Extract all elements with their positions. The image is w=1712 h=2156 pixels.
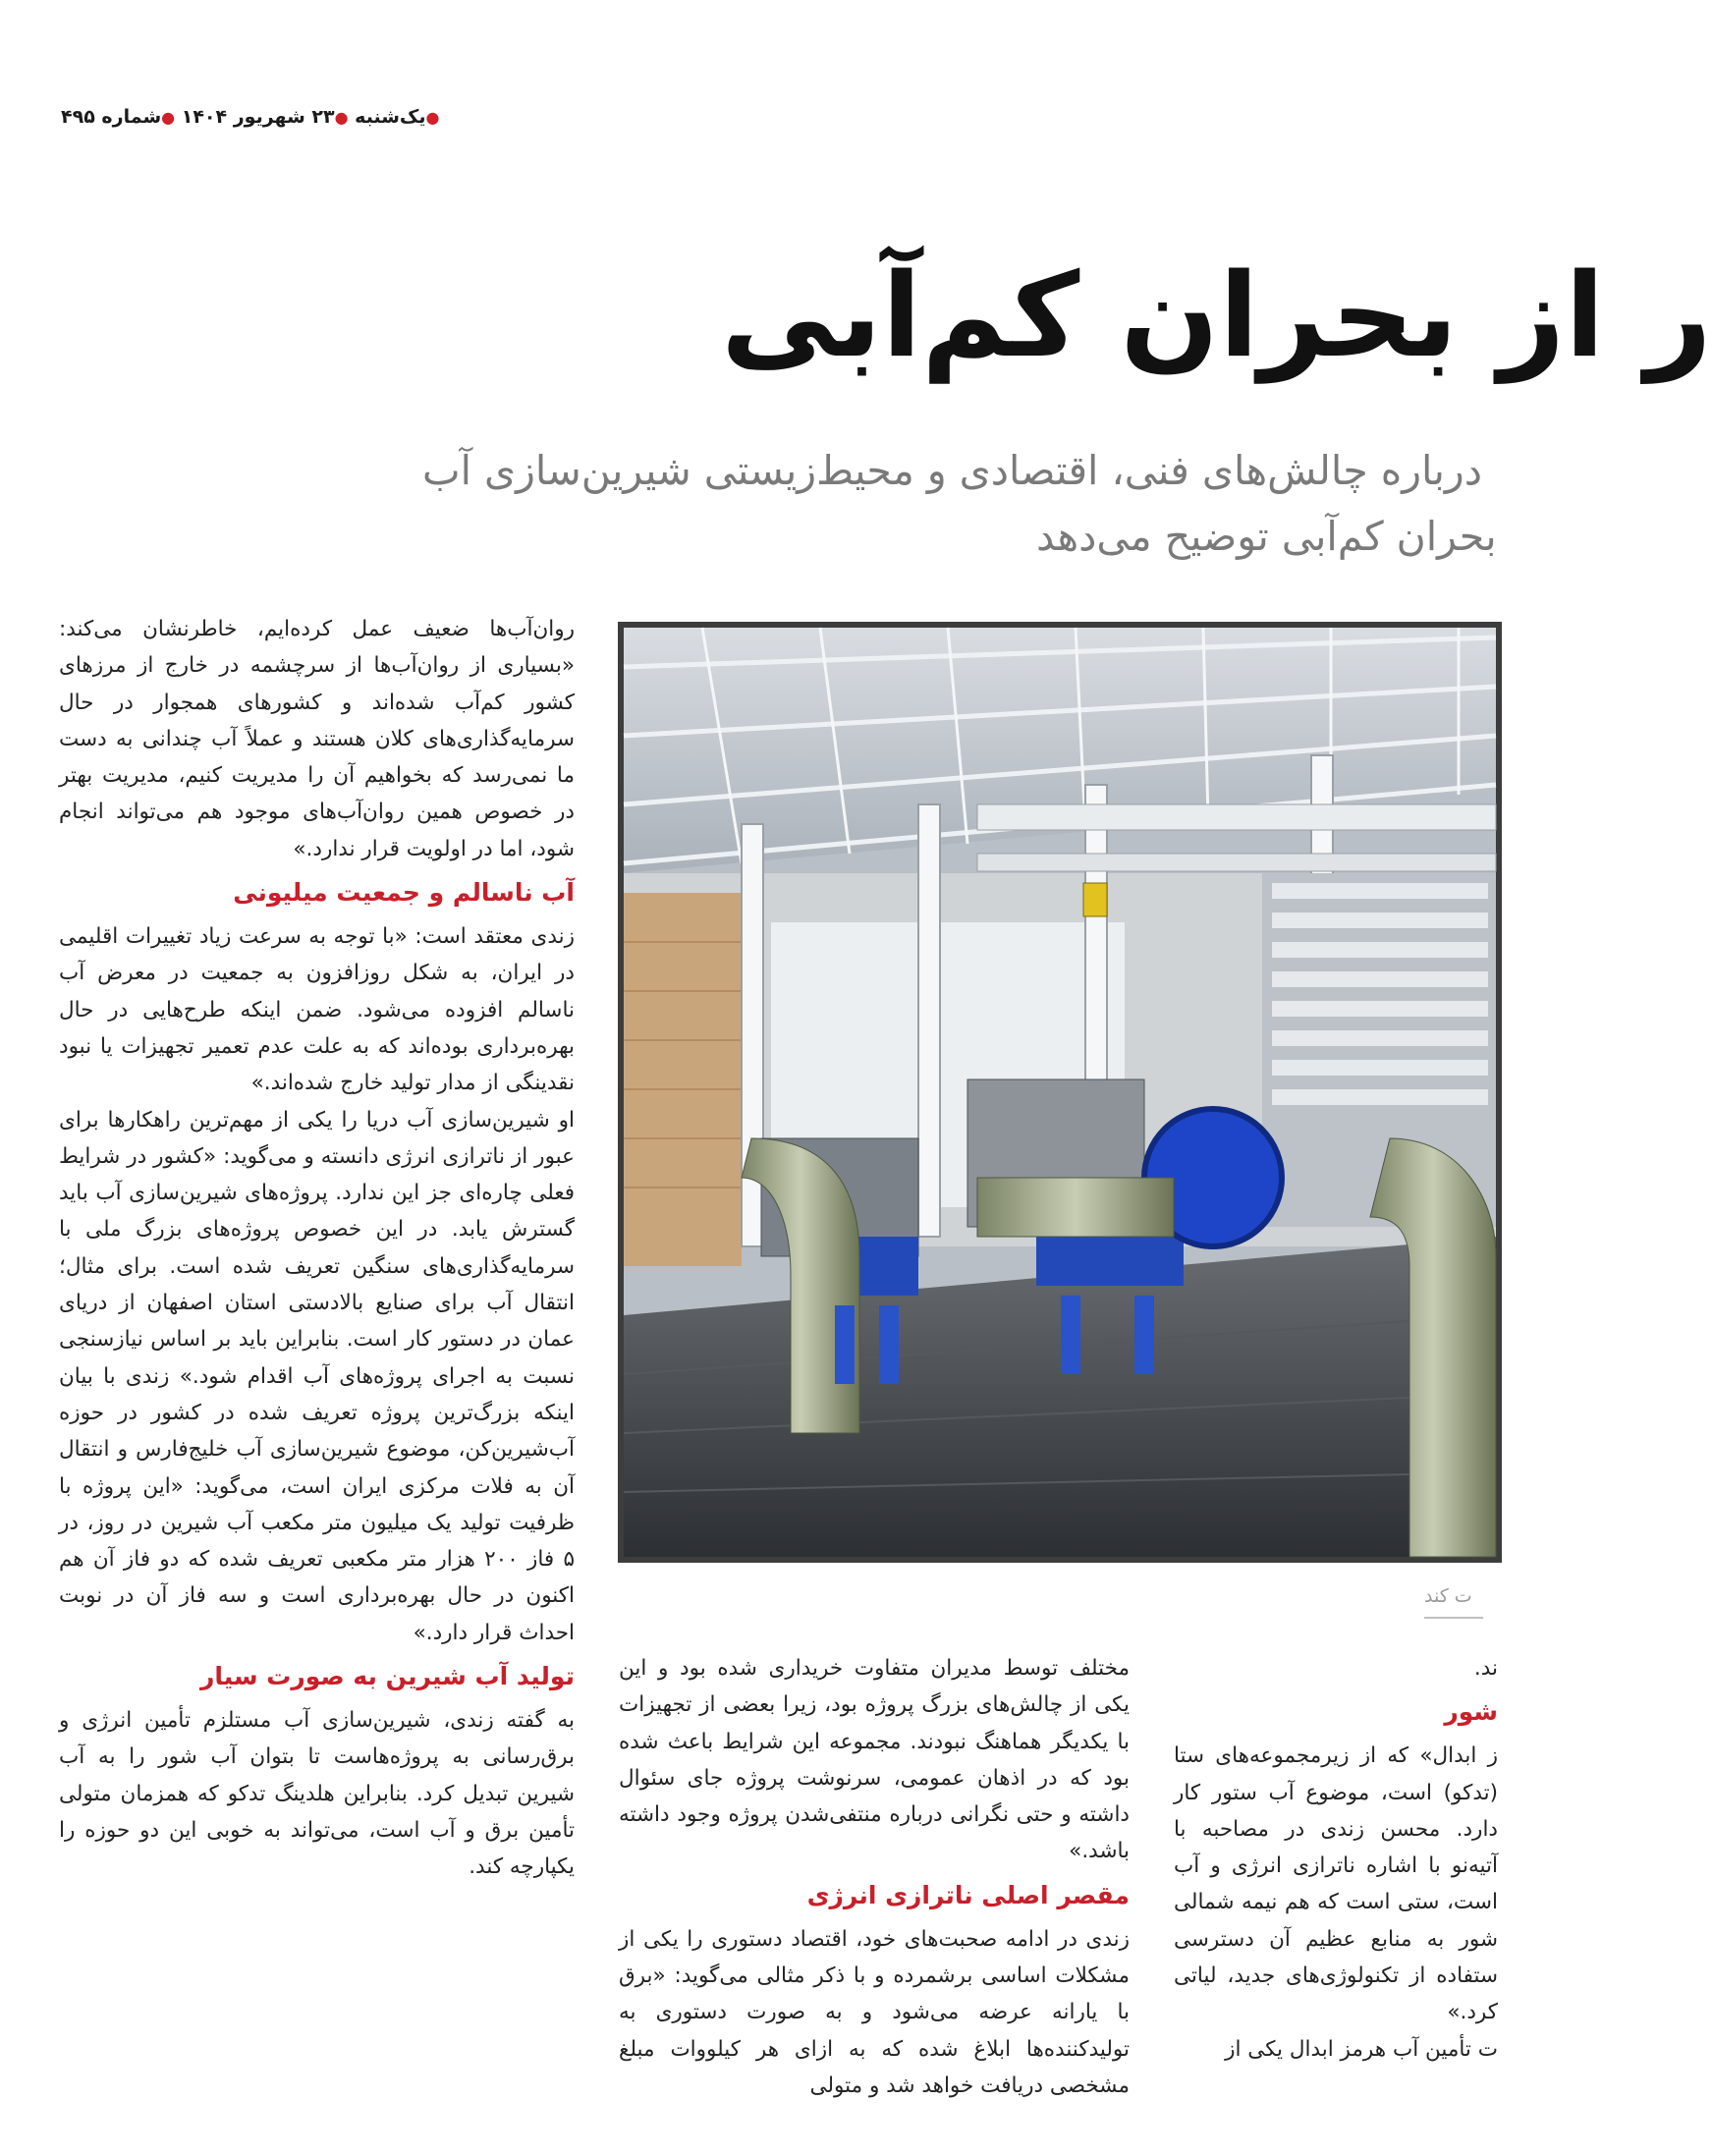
section-heading: مقصر اصلی ناترازی انرژی xyxy=(806,1880,1130,1909)
issue-number: شماره ۴۹۵ xyxy=(61,106,162,128)
bullet-dot-icon: ● xyxy=(161,108,176,127)
section-heading: تولید آب شیرین به صورت سیار xyxy=(200,1662,575,1691)
paragraph: ز ابدال» که از زیرمجموعه‌های ستا (تدکو) است، موضوع آب ستور کار دارد. محسن زندی در مصاحبه با آتیه‌نو با اشاره ناترازی انرژی و آب است، ستی است که هم نیمه شمالی شور به منابع عظیم آن دسترسی ستفاده از تکنولوژی‌های جدید، لیاتی کرد.» xyxy=(1174,1743,1498,2025)
issue-dateline xyxy=(61,106,439,128)
desalination-plant-photo xyxy=(618,622,1502,1563)
section-heading: شور xyxy=(1444,1697,1498,1727)
article-subheading-line2: بحران کم‌آبی توضیح می‌دهد xyxy=(1036,513,1497,560)
paragraph: مختلف توسط مدیران متفاوت خریداری شده بود و این یکی از چالش‌های بزرگ پروژه بود، زیرا بعضی از تجهیزات با یکدیگر هماهنگ نبودند. مجموعه این شرایط باعث شده بود که در اذهان عمومی، سرنوشت پروژه جای سئوال داشته و حتی نگرانی درباره منتفی‌شدن پروژه وجود داشته باشد.» xyxy=(619,1656,1130,1864)
article-headline: ر از بحران کم‌آبی xyxy=(721,248,1712,383)
paragraph: او شیرین‌سازی آب دریا را یکی از مهم‌ترین راهکارها برای عبور از ناترازی انرژی دانسته و می‌گوید: «کشور در شرایط فعلی چاره‌ای جز این ندارد. پروژه‌های شیرین‌سازی آب باید گسترش یابد. در این خصوص پروژه‌های بزرگ ملی با سرمایه‌گذاری‌های سنگین تعریف شده است. برای مثال؛ انتقال آب برای صنایع بالادستی استان اصفهان از دریای عمان در دستور کار است. بنابراین باید بر اساس نیازسنجی نسبت به اجرای پروژه‌های آب اقدام شود.» زندی با بیان اینکه بزرگ‌ترین پروژه تعریف شده در کشور در حوزه آب‌شیرین‌کن، موضوع شیرین‌سازی آب خلیج‌فارس و انتقال آن به فلات مرکزی ایران است، می‌گوید: «این پروژه با ظرفیت تولید یک میلیون متر مکعب آب شیرین در روز، در ۵ فاز ۲۰۰ هزار متر مکعبی تعریف شده که دو فاز آن هم اکنون در حال بهره‌برداری است و سه فاز آن در نوبت احداث قرار دارد.» xyxy=(59,1107,575,1645)
paragraph: روان‌آب‌ها ضعیف عمل کرده‌ایم، خاطرنشان می‌کند: «بسیاری از روان‌آب‌ها از سرچشمه در خارج از مرزهای کشور کم‌آب شده‌اند و کشورهای همجوار در حال سرمایه‌گذاری‌های کلان هستند و عملاً آب چندانی به دست ما نمی‌رسد که بخواهیم آن را مدیریت کنیم، مدیریت بهتر در خصوص همین روان‌آب‌های موجود هم می‌تواند انجام شود، اما در اولویت قرار ندارد.» xyxy=(59,617,575,861)
photo-caption: ت کند xyxy=(1424,1585,1472,1607)
paragraph: زندی در ادامه صحبت‌های خود، اقتصاد دستوری را یکی از مشکلات اساسی برشمرده و با ذکر مثالی می‌گوید: «برق با یارانه عرضه می‌شود و به صورت دستوری به تولیدکننده‌ها ابلاغ شده که به ازای هر کیلووات مبلغ مشخصی دریافت خواهد شد و متولی xyxy=(619,1926,1130,2098)
caption-divider xyxy=(1424,1617,1483,1619)
bullet-dot-icon: ● xyxy=(425,108,440,127)
paragraph: ت تأمین آب هرمز ابدال یکی از xyxy=(1225,2036,1498,2062)
column-right xyxy=(1174,1650,1498,2068)
paragraph: زندی معتقد است: «با توجه به سرعت زیاد تغییرات اقلیمی در ایران، به شکل روزافزون به جمعیت در معرض آب ناسالم افزوده می‌شود. ضمن اینکه طرح‌هایی در حال بهره‌برداری بوده‌اند که به علت عدم تعمیر تجهیزات یا نبود نقدینگی از مدار تولید خارج شده‌اند.» xyxy=(59,924,575,1096)
column-middle xyxy=(619,1650,1130,2104)
issue-date: ۲۳ شهریور ۱۴۰۴ xyxy=(181,106,335,128)
section-heading: آب ناسالم و جمعیت میلیونی xyxy=(233,878,575,908)
photo-illustration xyxy=(624,628,1496,1557)
column-left xyxy=(59,611,575,1886)
paragraph: به گفته زندی، شیرین‌سازی آب مستلزم تأمین انرژی و برق‌رسانی به پروژه‌هاست تا بتوان آب شور را به آب شیرین تبدیل کرد. بنابراین هلدینگ تدکو که همزمان متولی تأمین برق و آب است، می‌تواند به خوبی این دو حوزه را یکپارچه کند. xyxy=(59,1708,575,1880)
issue-day: یک‌شنبه xyxy=(355,106,426,128)
paragraph: ند. xyxy=(1473,1656,1498,1681)
bullet-dot-icon: ● xyxy=(334,108,349,127)
article-subheading-line1: درباره چالش‌های فنی، اقتصادی و محیط‌زیستی شیرین‌سازی آب xyxy=(422,447,1482,494)
